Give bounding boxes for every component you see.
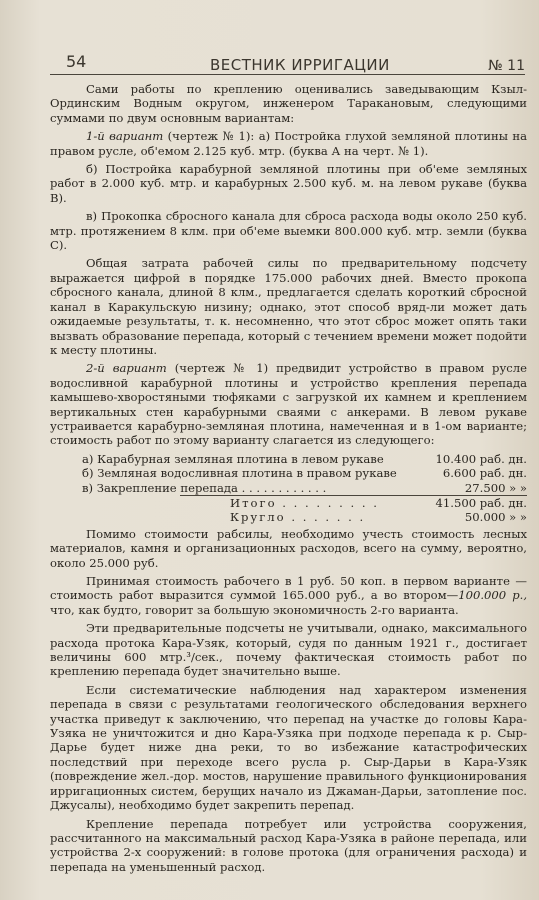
total-row <box>50 510 527 524</box>
journal-title: ВЕСТНИК ИРРИГАЦИИ <box>210 56 390 74</box>
header-rule <box>50 74 525 75</box>
total-value: 41.500 раб. дн. <box>435 495 527 510</box>
variant-label: 1-й вариант <box>86 129 164 144</box>
paragraph <box>50 361 527 447</box>
total-row <box>180 495 527 510</box>
cost-item-label: а) Карабурная земляная плотина в левом рукаве <box>82 451 384 466</box>
paragraph: Общая затрата рабочей силы по предварительному подсчету выражается цифрой в порядке 175.000 рабочих дней. Вместо прокопа сбросного канала, длиной 8 клм., предлагается сделать короткий сбросной канал в Каракульскую низину; однако, этот способ вряд-ли может дать ожидаемые результаты, т. к. несомненно, что этот сброс может опять таки вызвать образование перепада, который с течением времени может подойти к месту плотины. <box>50 256 527 357</box>
variant-label: 2-й вариант <box>86 361 167 376</box>
page-number: 54 <box>66 52 87 71</box>
paragraph: б) Постройка карабурной земляной плотины при об'еме земляных работ в 2.000 куб. мтр. и карабурных 2.500 куб. м. на левом рукаве (буква В). <box>50 162 527 205</box>
cost-item-value: 10.400 раб. дн. <box>435 451 527 466</box>
variant-text: а) Постройка глухой земляной плотины на правом русле, об'емом 2.125 куб. мтр. (буква А на черт. № 1). <box>50 129 527 158</box>
cost-list <box>50 452 527 525</box>
total-label: Итого . . . . . . . . . <box>230 495 379 510</box>
paragraph: в) Прокопка сбросного канала для сброса расхода воды около 250 куб. мтр. протяжением 8 клм. при об'еме выемки 800.000 куб. мтр. земли (буква С). <box>50 209 527 253</box>
paragraph: Если систематические наблюдения над характером изменения перепада в связи с результатами геологического обследования верхнего участка приведут к заключению, что перепад на участке до головы Кара-Узяка не уничтожится и дно Кара-Узяка при подходе перепада к р. Сыр-Дарье будет ниже дна реки, то во избежание катастрофических последствий при переходе всего русла р. Сыр-Дарьи в Кара-Узяк (повреждение жел.-дор. мостов, нарушение правильного функционирования ирригационных систем, берущих начало из Джаман-Дарьи, затопление пос. Джусалы), необходимо будет закрепить перепад. <box>50 682 527 813</box>
variant-ref: (чертеж № 1): <box>167 129 255 144</box>
total-value: 50.000 » » <box>464 510 527 525</box>
cost-item-label: в) Закрепление перепада . . . . . . . . . . . . <box>82 480 327 495</box>
paragraph-text: Принимая стоимость рабочего в 1 руб. 50 коп. в первом варианте — стоимость работ выразится суммой 165.000 руб., а во втором <box>50 574 527 603</box>
paragraph <box>50 574 527 617</box>
issue-number: № 11 <box>488 58 525 74</box>
cost-item-value: 6.600 раб. дн. <box>442 466 527 481</box>
paragraph <box>50 129 527 158</box>
cost-item-value: 27.500 » » <box>464 480 527 495</box>
cost-item <box>50 452 527 466</box>
cost-item <box>50 466 527 480</box>
second-variant-cost: —100.000 р., <box>446 588 527 603</box>
cost-item <box>50 481 527 495</box>
cost-item-label: б) Земляная водосливная плотина в правом рукаве <box>82 466 397 481</box>
variant-text: предвидит устройство в правом русле водосливной карабурной плотины и устройство крепления перепада камышево-хворостяными тюфяками с загрузкой их камнем и креплением вертикальных стен карабурными сваями с анкерами. В левом рукаве устраивается карабурно-земляная плотина, намеченная и в 1-ом варианте; стоимость работ по этому варианту слагается из следующего: <box>50 361 527 448</box>
paragraph-text: что, как будто, говорит за большую экономичность 2-го варианта. <box>50 602 459 617</box>
variant-ref: (чертеж № 1) <box>174 361 269 376</box>
page-header <box>50 50 525 74</box>
paragraph: Помимо стоимости рабсилы, необходимо учесть стоимость лесных материалов, камня и организационных расходов, всего на сумму, вероятно, около 25.000 руб. <box>50 526 527 570</box>
paragraph: Сами работы по креплению оценивались заведывающим Кзыл-Ординским Водным округом, инженером Таракановым, следующими суммами по двум основным вариантам: <box>50 82 527 125</box>
total-label: Кругло . . . . . . . <box>230 510 366 525</box>
paragraph: Крепление перепада потребует или устройства сооружения, рассчитанного на максимальный расход Кара-Узяка в районе перепада, или устройства 2-х сооружений: в голове протока (для ограничения расхода) и перепада на уменьшенный расход. <box>50 816 527 874</box>
article-body <box>50 82 527 878</box>
paragraph: Эти предварительные подсчеты не учитывали, однако, максимального расхода протока Кара-Узяк, который, судя по данным 1921 г., достигает величины 600 мтр.³/сек., почему фактическая стоимость работ по креплению перепада будет значительно выше. <box>50 621 527 679</box>
